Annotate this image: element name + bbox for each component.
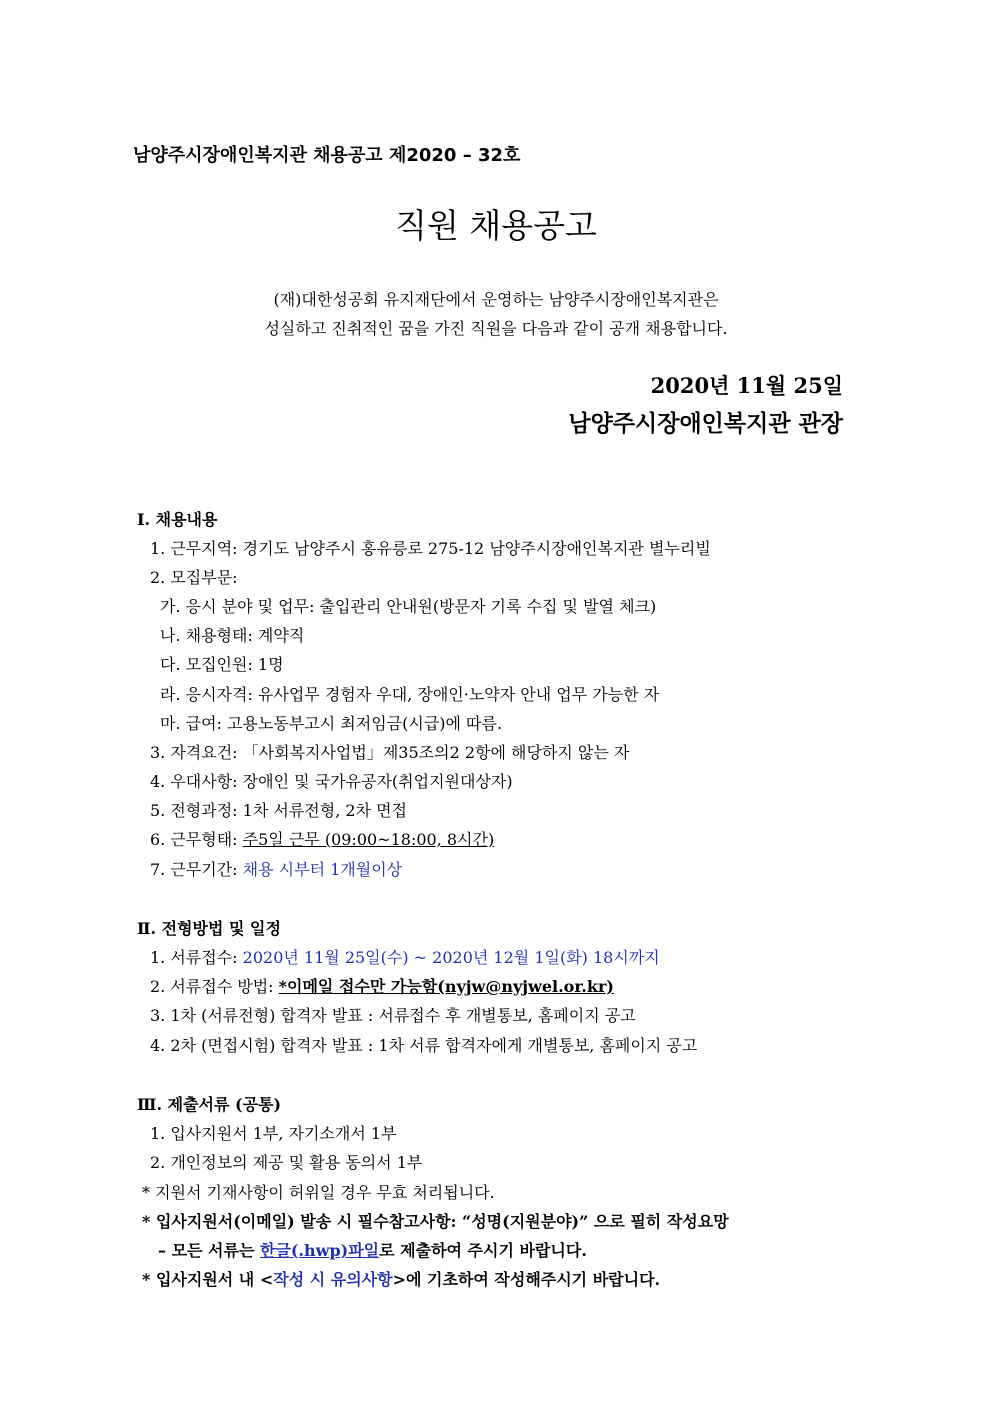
section-3-note-2: * 입사지원서(이메일) 발송 시 필수참고사항: “성명(지원분야)” 으로 필히 작성요망 xyxy=(142,1212,729,1231)
section-1-sub-ma: 마. 급여: 고용노동부고시 최저임금(시급)에 따름. xyxy=(160,714,503,733)
section-3-note-1: * 지원서 기재사항이 허위일 경우 무효 처리됩니다. xyxy=(142,1183,495,1202)
section-3-note-4-post: >에 기초하여 작성해주시기 바랍니다. xyxy=(392,1270,661,1289)
section-3-item-2: 2. 개인정보의 제공 및 활용 동의서 1부 xyxy=(150,1153,423,1172)
intro-line-1: (재)대한성공회 유지재단에서 운영하는 남양주시장애인복지관은 xyxy=(273,290,719,309)
section-3-heading: Ⅲ. 제출서류 (공통) xyxy=(137,1095,282,1114)
section-3-note-3-post: 로 제출하여 주시기 바랍니다. xyxy=(379,1241,587,1260)
section-3-note-4 xyxy=(142,1267,660,1290)
section-3-note-3-pre: – 모든 서류는 xyxy=(158,1241,260,1260)
notice-date: 2020년 11월 25일 xyxy=(650,373,843,398)
section-1-item-1: 1. 근무지역: 경기도 남양주시 홍유릉로 275-12 남양주시장애인복지관 별누리빌 xyxy=(150,539,711,558)
email-submission-note: *이메일 접수만 가능함(nyjw@nyjwel.or.kr) xyxy=(278,977,614,996)
section-1-item-4: 4. 우대사항: 장애인 및 국가유공자(취업지원대상자) xyxy=(150,772,513,791)
section-1-item-2: 2. 모집부문: xyxy=(150,568,238,587)
section-2-item-1-value: 2020년 11월 25일(수) ~ 2020년 12월 1일(화) 18시까지 xyxy=(242,948,660,967)
section-1-item-5: 5. 전형과정: 1차 서류전형, 2차 면접 xyxy=(150,801,408,820)
section-1-item-6 xyxy=(150,827,494,850)
section-1-heading: Ⅰ. 채용내용 xyxy=(137,510,218,529)
section-1-sub-na: 나. 채용형태: 계약직 xyxy=(160,626,305,645)
section-2-item-3: 3. 1차 (서류전형) 합격자 발표 : 서류접수 후 개별통보, 홈페이지 공고 xyxy=(150,1006,636,1025)
section-2-item-1 xyxy=(150,945,660,968)
section-1-sub-ra: 라. 응시자격: 유사업무 경험자 우대, 장애인·노약자 안내 업무 가능한 자 xyxy=(160,685,660,704)
section-1-sub-ga: 가. 응시 분야 및 업무: 출입관리 안내원(방문자 기록 수집 및 발열 체크) xyxy=(160,597,657,616)
section-1-item-3: 3. 자격요건: 「사회복지사업법」제35조의2 2항에 해당하지 않는 자 xyxy=(150,743,630,762)
page-title: 직원 채용공고 xyxy=(395,206,597,245)
notice-number: 남양주시장애인복지관 채용공고 제2020 – 32호 xyxy=(133,145,521,166)
section-1-item-6-value: 주5일 근무 (09:00~18:00, 8시간) xyxy=(242,830,495,849)
section-3-note-3 xyxy=(158,1238,587,1261)
section-2-item-2-label: 2. 서류접수 방법: xyxy=(150,977,279,996)
organization-signature: 남양주시장애인복지관 관장 xyxy=(568,411,843,437)
section-1-item-7 xyxy=(150,857,402,880)
section-2-item-2 xyxy=(150,974,614,997)
section-3-note-4-pre: * 입사지원서 내 < xyxy=(142,1270,274,1289)
hwp-file-note: 한글(.hwp)파일 xyxy=(260,1241,380,1260)
section-1-item-7-value: 채용 시부터 1개월이상 xyxy=(242,860,403,879)
section-1-sub-da: 다. 모집인원: 1명 xyxy=(160,655,284,674)
writing-guidelines-note: 작성 시 유의사항 xyxy=(273,1270,393,1289)
section-3-item-1: 1. 입사지원서 1부, 자기소개서 1부 xyxy=(150,1124,397,1143)
section-1-item-7-label: 7. 근무기간: xyxy=(150,860,243,879)
section-2-item-1-label: 1. 서류접수: xyxy=(150,948,243,967)
section-1-item-6-label: 6. 근무형태: xyxy=(150,830,243,849)
intro-line-2: 성실하고 진취적인 꿈을 가진 직원을 다음과 같이 공개 채용합니다. xyxy=(264,319,728,338)
section-2-heading: Ⅱ. 전형방법 및 일정 xyxy=(137,919,281,938)
section-2-item-4: 4. 2차 (면접시험) 합격자 발표 : 1차 서류 합격자에게 개별통보, 홈페이지 공고 xyxy=(150,1036,698,1055)
